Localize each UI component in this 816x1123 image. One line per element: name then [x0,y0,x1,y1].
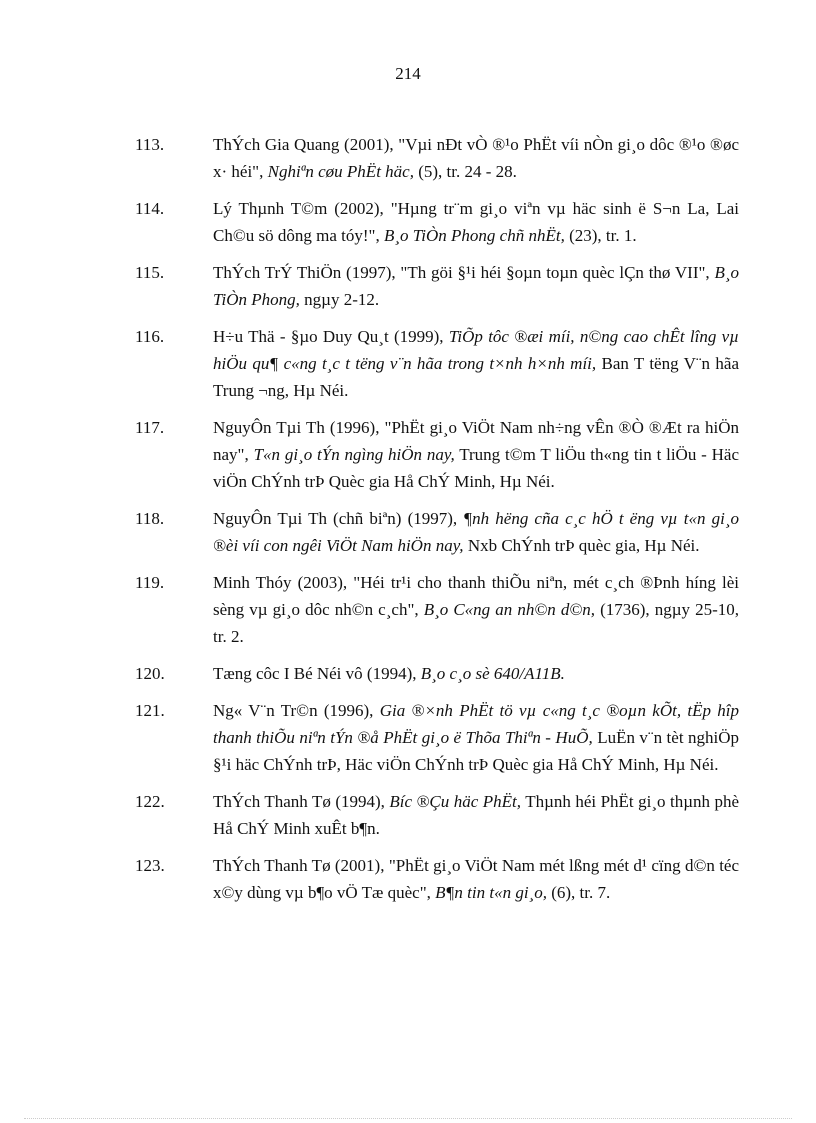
reference-number: 122. [135,792,165,811]
reference-number: 121. [135,701,165,720]
reference-title: "Hµng tr¨m gi¸o viªn vµ häc sinh ë S¬n La, Lai Ch©u sö dông ma tóy!", [213,199,740,245]
reference-author: Ng« V¨n Tr©n (1996), [213,701,374,720]
reference-author: Minh Thóy (2003), [213,573,348,592]
reference-item [135,569,739,650]
reference-number: 117. [135,418,165,437]
reference-details: LuËn v¨n tèt nghiÖp §¹i häc ChÝnh trÞ, Häc viÖn ChÝnh trÞ Quèc gia Hå ChÝ Minh, Hµ Néi. [213,728,740,774]
reference-author: Tæng côc I Bé Néi vô (1994), [213,664,417,683]
reference-number: 116. [135,327,165,346]
reference-number: 123. [135,856,165,875]
reference-author: ThÝch Thanh Tø (2001), [213,856,385,875]
reference-details: (1736), ngµy 25-10, tr. 2. [213,600,740,646]
reference-source: ¶nh hëng cña c¸c hÖ t ëng vµ t«n gi¸o ®èi víi con ngêi ViÖt Nam hiÖn nay, [213,509,739,555]
reference-item [135,697,739,778]
reference-details: Ban T tëng V¨n hãa Trung ¬ng, Hµ Néi. [213,354,739,400]
reference-number: 115. [135,263,165,282]
reference-number: 118. [135,509,165,528]
reference-item [135,259,739,313]
reference-details: Nxb ChÝnh trÞ quèc gia, Hµ Néi. [467,536,700,555]
reference-source: B¸o TiÒn Phong, [213,263,740,309]
reference-title: "Vµi nÐt vÒ ®¹o PhËt víi nÒn gi¸o dôc ®¹o ®øc x· héi", [213,135,739,181]
reference-details: (6), tr. 7. [551,883,611,902]
reference-source: B¸o TiÒn Phong chñ nhËt, [383,226,565,245]
reference-details: Trung t©m T liÖu th«ng tin t liÖu - Häc viÖn ChÝnh trÞ Quèc gia Hå ChÝ Minh, Hµ Néi. [213,445,739,491]
reference-author: ThÝch Thanh Tø (1994), [213,792,385,811]
reference-number: 119. [135,573,165,592]
reference-title: "PhËt gi¸o ViÖt Nam nh÷ng vÊn ®Ò ®Æt ra hiÖn nay", [213,418,739,464]
reference-title: "Héi tr¹i cho thanh thiÕu niªn, mét c¸ch ®Þnh híng lèi sèng vµ gi¸o dôc nh©n c¸ch", [213,573,740,619]
reference-details: (5), tr. 24 - 28. [418,162,517,181]
reference-details: Thµnh héi PhËt gi¸o thµnh phè Hå ChÝ Minh xuÊt b¶n. [213,792,740,838]
reference-source: Bíc ®Çu häc PhËt, [389,792,522,811]
reference-source: B¶n tin t«n gi¸o, [435,883,547,902]
page-number: 214 [395,64,421,83]
reference-author: ThÝch Gia Quang (2001), [213,135,394,154]
reference-details: (23), tr. 1. [569,226,637,245]
reference-number: 120. [135,664,165,683]
reference-source: T«n gi¸o tÝn ngìng hiÖn nay, [253,445,455,464]
reference-source: B¸o C«ng an nh©n d©n, [423,600,595,619]
reference-title: "PhËt gi¸o ViÖt Nam mét lßng mét d¹ cïng d©n téc x©y dùng vµ b¶o vÖ Tæ quèc", [213,856,740,902]
reference-source: Gia ®×nh PhËt tö vµ c«ng t¸c ®oµn kÕt, tËp hîp thanh thiÕu niªn tÝn ®å PhËt gi¸o ë Thõa Thiªn - HuÕ, [213,701,739,747]
reference-source: Nghiªn cøu PhËt häc, [267,162,414,181]
reference-details: ngµy 2-12. [304,290,380,309]
reference-author: ThÝch TrÝ ThiÖn (1997), [213,263,396,282]
reference-item [135,323,739,404]
reference-title: "Th göi §¹i héi §oµn toµn quèc lÇn thø VII", [400,263,710,282]
reference-number: 113. [135,135,165,154]
reference-source: B¸o c¸o sè 640/A11B. [420,664,565,683]
reference-source: TiÕp tôc ®æi míi, n©ng cao chÊt lîng vµ hiÖu qu¶ c«ng t¸c t tëng v¨n hãa trong t×nh h×nh míi, [213,327,739,373]
reference-item [135,852,739,906]
reference-item [135,195,739,249]
reference-number: 114. [135,199,165,218]
reference-item [135,414,739,495]
page-bottom-rule [24,1118,792,1119]
reference-list [135,131,739,916]
reference-item [135,788,739,842]
reference-author: NguyÔn Tµi Th (chñ biªn) (1997), [213,509,458,528]
reference-author: NguyÔn Tµi Th (1996), [213,418,380,437]
reference-author: H÷u Thä - §µo Duy Qu¸t (1999), [213,327,444,346]
reference-item [135,505,739,559]
reference-item [135,131,739,185]
reference-author: Lý Thµnh T©m (2002), [213,199,384,218]
reference-item [135,660,739,687]
